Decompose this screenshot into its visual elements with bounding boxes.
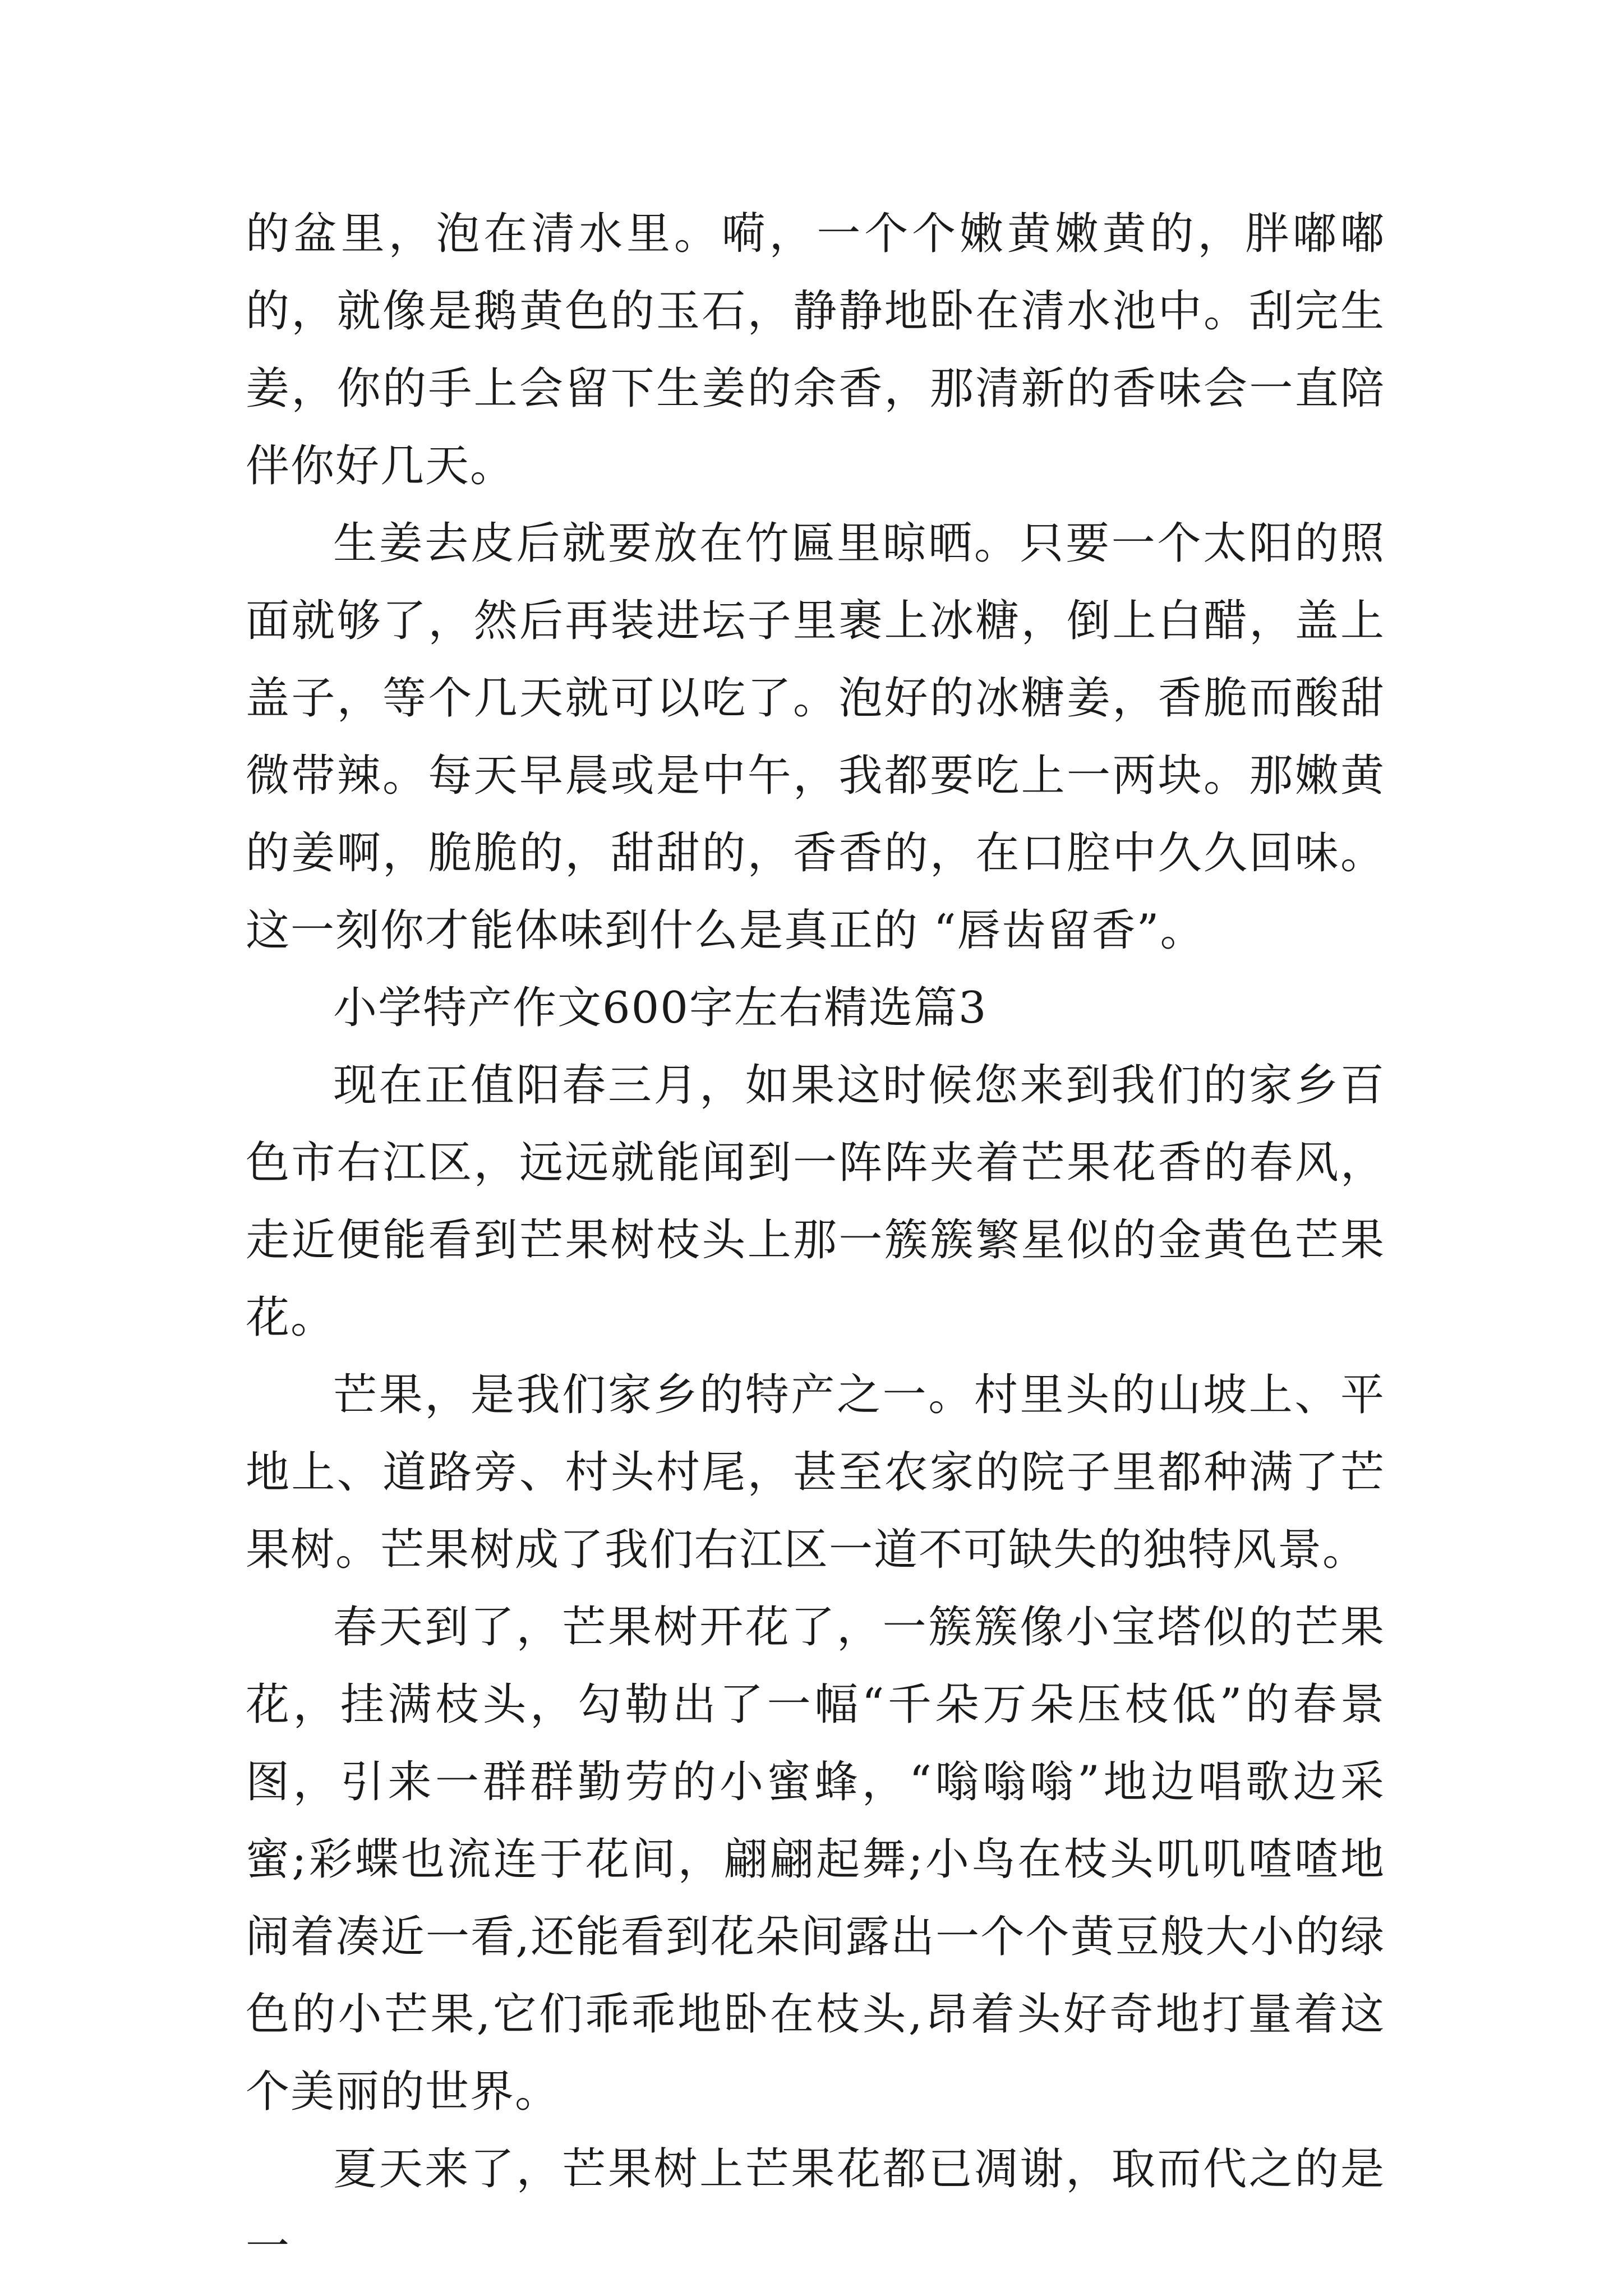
paragraph-spring-march: 现在正值阳春三月，如果这时候您来到我们的家乡百色市右江区，远远就能闻到一阵阵夹着芒果花香的春风，走近便能看到芒果树枝头上那一簇簇繁星似的金黄色芒果花。 <box>246 1060 1385 1343</box>
paragraph-summer: 夏天来了，芒果树上芒果花都已凋谢，取而代之的是一 <box>246 2144 1385 2272</box>
section-heading: 小学特产作文600字左右精选篇3 <box>333 983 988 1033</box>
paragraph-continued: 的盆里，泡在清水里。嗬，一个个嫩黄嫩黄的，胖嘟嘟的，就像是鹅黄色的玉石，静静地卧在清水池中。刮完生姜，你的手上会留下生姜的余香，那清新的香味会一直陪伴你好几天。 <box>246 209 1385 491</box>
document-body <box>246 195 1385 2285</box>
paragraph-ginger-drying: 生姜去皮后就要放在竹匾里晾晒。只要一个太阳的照面就够了，然后再装进坛子里裹上冰糖，倒上白醋，盖上盖子，等个几天就可以吃了。泡好的冰糖姜，香脆而酸甜微带辣。每天早晨或是中午，我都要吃上一两块。那嫩黄的姜啊，脆脆的，甜甜的，香香的，在口腔中久久回味。这一刻你才能体味到什么是真正的 “唇齿留香”。 <box>246 518 1385 956</box>
paragraph-spring-blossom: 春天到了，芒果树开花了，一簇簇像小宝塔似的芒果花，挂满枝头，勾勒出了一幅“千朵万朵压枝低”的春景图，引来一群群勤劳的小蜜蜂，“嗡嗡嗡”地边唱歌边采蜜;彩蝶也流连于花间，翩翩起舞;小鸟在枝头叽叽喳喳地闹着凑近一看,还能看到花朵间露出一个个黄豆般大小的绿色的小芒果,它们乖乖地卧在枝头,昂着头好奇地打量着这个美丽的世界。 <box>246 1602 1385 2117</box>
paragraph-mango-specialty: 芒果，是我们家乡的特产之一。村里头的山坡上、平地上、道路旁、村头村尾，甚至农家的院子里都种满了芒果树。芒果树成了我们右江区一道不可缺失的独特风景。 <box>246 1370 1385 1575</box>
